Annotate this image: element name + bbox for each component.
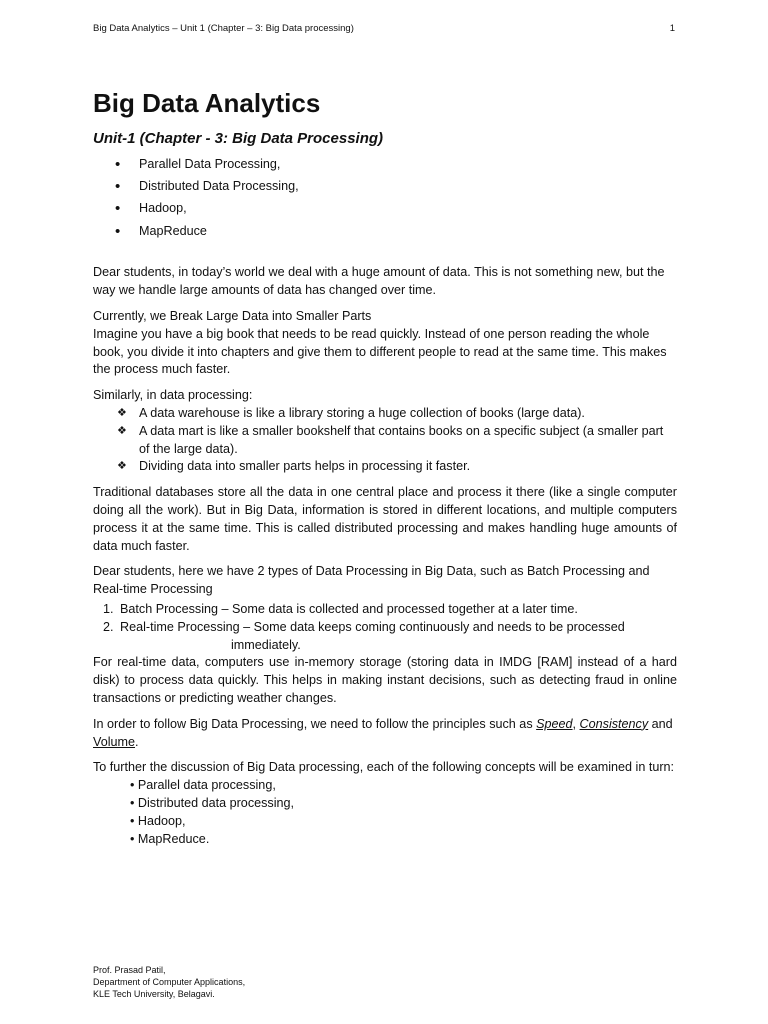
list-item: 1. Batch Processing – Some data is collected and processed together at a later time. xyxy=(103,602,578,617)
speed-term: Speed xyxy=(536,716,573,731)
realtime-paragraph: For real-time data, computers use in-memory storage (storing data in IMDG [RAM] instead of a hard disk) to process data quickly. This helps in making instant decisions, such as detecting fraud in online transactions or predicting weather changes. xyxy=(93,655,677,706)
consistency-term: Consistency xyxy=(579,716,649,731)
topics-list xyxy=(93,156,677,241)
volume-term: Volume xyxy=(93,734,136,749)
list-item: • Hadoop, xyxy=(130,813,186,828)
principles-paragraph: In order to follow Big Data Processing, we need to follow the principles such as Speed, Consistency and Volume. xyxy=(93,716,673,749)
page-header xyxy=(93,23,675,34)
similarly-paragraph: Similarly, in data processing: xyxy=(93,388,253,403)
list-item: • Hadoop, xyxy=(93,200,677,218)
list-item: • Parallel data processing, xyxy=(130,778,276,793)
page-footer xyxy=(93,964,245,1000)
author-name: Prof. Prasad Patil, xyxy=(93,965,166,975)
concepts-list xyxy=(93,777,677,848)
list-item: • MapReduce. xyxy=(130,831,210,846)
list-item: • Parallel Data Processing, xyxy=(93,156,677,174)
list-item: • Distributed Data Processing, xyxy=(93,178,677,196)
distributed-paragraph: Traditional databases store all the data in one central place and process it there (like a single computer doing all the work). But in Big Data, information is stored in different locations, and multiple computers process it at the same time. This is called distributed processing and makes handling huge amounts of data much faster. xyxy=(93,485,677,553)
list-continuation: immediately. xyxy=(231,637,301,652)
list-item: ❖ A data warehouse is like a library storing a huge collection of books (large data). xyxy=(93,405,677,423)
page-number: 1 xyxy=(669,23,675,34)
list-item: ❖ Dividing data into smaller parts helps in processing it faster. xyxy=(93,458,677,476)
department: Department of Computer Applications, xyxy=(93,977,246,987)
list-item: • Distributed data processing, xyxy=(130,796,295,810)
break-data-heading: Currently, we Break Large Data into Smaller Parts xyxy=(93,309,372,324)
document-subtitle: Unit-1 (Chapter - 3: Big Data Processing) xyxy=(93,130,384,147)
list-item: • MapReduce xyxy=(93,223,677,241)
book-analogy-paragraph: Imagine you have a big book that needs to be read quickly. Instead of one person reading the whole book, you divide it into chapters and give them to different people to read at the same time. This makes the process much faster. xyxy=(93,326,667,377)
list-item: 2. Real-time Processing – Some data keeps coming continuously and needs to be processed xyxy=(103,619,625,634)
document-title: Big Data Analytics xyxy=(93,88,321,118)
analogy-list xyxy=(93,405,677,476)
list-item: ❖ A data mart is like a smaller bookshelf that contains books on a specific subject (a smaller part of the large data). xyxy=(93,423,677,459)
processing-types-list xyxy=(93,601,677,637)
intro-paragraph: Dear students, in today’s world we deal with a huge amount of data. This is not something new, but the way we handle large amounts of data has changed over time. xyxy=(93,265,665,298)
further-discussion-paragraph: To further the discussion of Big Data processing, each of the following concepts will be examined in turn: xyxy=(93,760,675,775)
processing-types-paragraph: Dear students, here we have 2 types of Data Processing in Big Data, such as Batch Processing and Real-time Processing xyxy=(93,564,650,597)
header-title: Big Data Analytics – Unit 1 (Chapter – 3: Big Data processing) xyxy=(93,23,354,34)
document-body xyxy=(93,86,677,848)
university: KLE Tech University, Belagavi. xyxy=(93,989,215,999)
